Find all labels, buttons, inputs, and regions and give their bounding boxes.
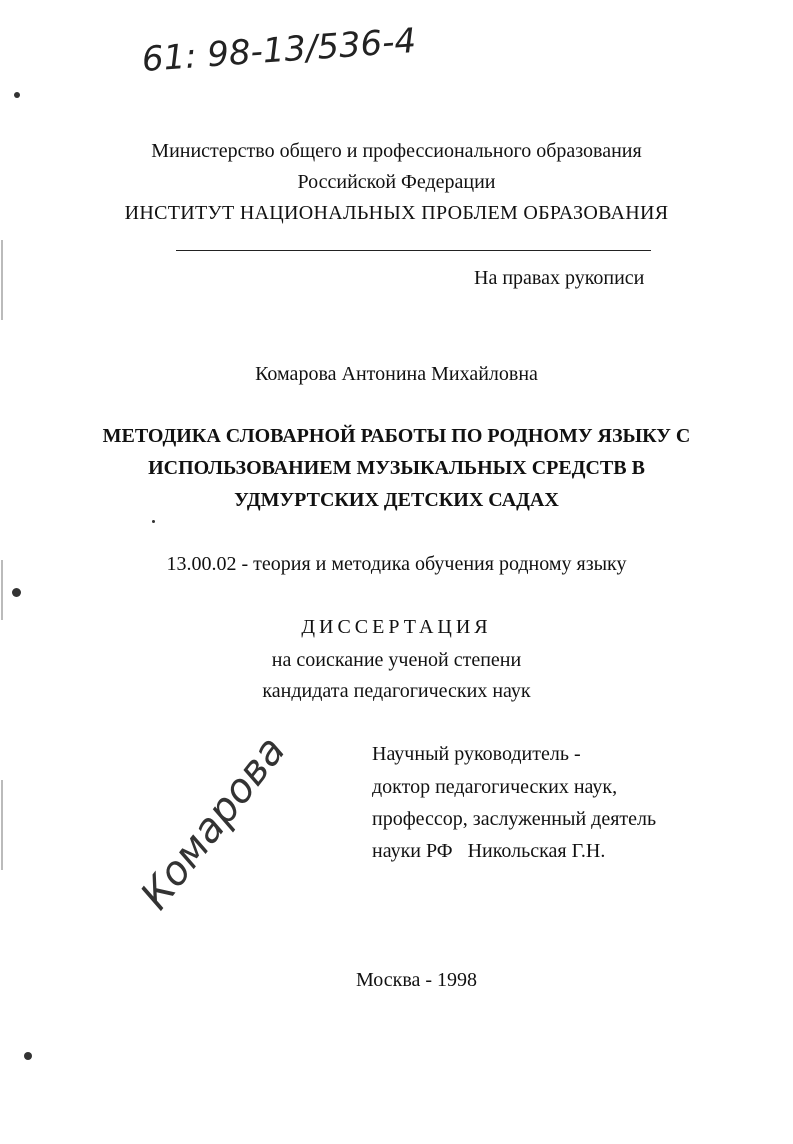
degree-line-1: на соискание ученой степени [271, 649, 522, 671]
dissertation-heading: ДИССЕРТАЦИЯ [301, 616, 492, 638]
city-year: Москва - 1998 [355, 969, 478, 991]
ministry-line-2: Российской Федерации [297, 171, 496, 193]
scan-edge [1, 240, 3, 320]
supervisor-line-3: профессор, заслуженный деятель [372, 808, 657, 830]
scan-speck [12, 588, 21, 597]
specialty: 13.00.02 - теория и методика обучения родному языку [166, 553, 627, 575]
scan-speck [24, 1052, 32, 1060]
ministry-line-1: Министерство общего и профессионального образования [151, 140, 642, 162]
degree-line-2: кандидата педагогических наук [262, 680, 531, 702]
supervisor-line-4: науки РФ Никольская Г.Н. [372, 840, 606, 862]
header-divider [176, 250, 651, 251]
scan-edge [1, 780, 3, 870]
title-line-2: ИСПОЛЬЗОВАНИЕМ МУЗЫКАЛЬНЫХ СРЕДСТВ В [148, 457, 645, 479]
title-line-1: МЕТОДИКА СЛОВАРНОЙ РАБОТЫ ПО РОДНОМУ ЯЗЫКУ С [102, 425, 691, 447]
institute-name: ИНСТИТУТ НАЦИОНАЛЬНЫХ ПРОБЛЕМ ОБРАЗОВАНИЯ [124, 202, 669, 224]
archive-number: 61: 98-13/536-4 [140, 20, 418, 80]
scan-speck [14, 92, 20, 98]
title-line-3: УДМУРТСКИХ ДЕТСКИХ САДАХ [234, 489, 559, 511]
scan-speck [152, 520, 155, 523]
author-signature: Комарова [131, 727, 295, 919]
supervisor-line-1: Научный руководитель - [372, 743, 581, 765]
supervisor-line-2: доктор педагогических наук, [372, 776, 618, 798]
scan-edge [1, 560, 3, 620]
rights-note: На правах рукописи [474, 267, 645, 289]
author-name: Комарова Антонина Михайловна [255, 363, 538, 385]
